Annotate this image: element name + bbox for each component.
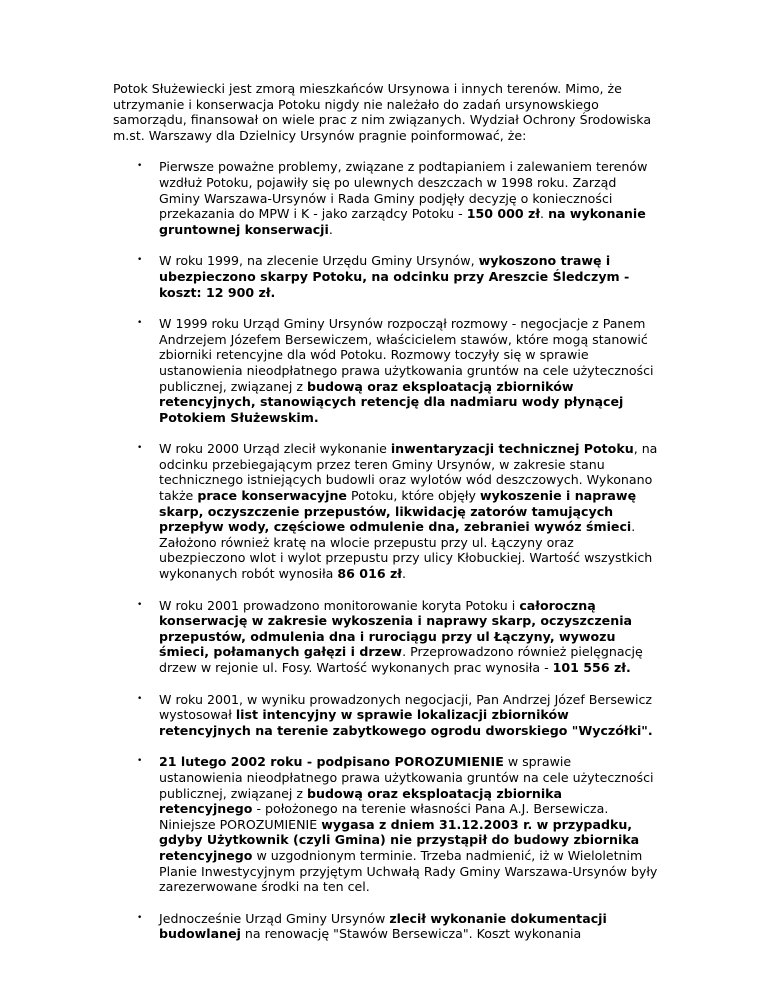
bullet-icon: • <box>137 443 143 454</box>
list-item <box>113 316 658 425</box>
bold-text: na wykonanie gruntownej konserwacji <box>159 206 646 237</box>
text-run: W 1999 roku Urząd Gminy Ursynów rozpoczął rozmowy - negocjacje z Panem Andrzejem Józefem Bersewiczem, właścicielem stawów, które mogą stanowić zbiorniki retencyjne dla wód Potoku. Rozmowy toczyły się w sprawie ustanowienia nieodpłatnego prawa użytkowania gruntów na cele użyteczności publicznej, związanej z <box>159 316 654 394</box>
bold-text: wygasa z dniem 31.12.2003 r. w przypadku, gdyby Użytkownik (czyli Gmina) nie przystąpił do budowy zbiornika retencyjnego <box>159 816 640 863</box>
bold-text: prace konserwacyjne <box>197 488 347 504</box>
bold-text: budową oraz eksploatacją zbiorników retencyjnych, stanowiących retencję dla nadmiaru wody płynącej Potokiem Służewskim. <box>159 378 624 425</box>
text-run: w uzgodnionym terminie. Trzeba nadmienić, iż w Wieloletnim Planie Inwestycyjnym przyjętym Uchwałą Rady Gminy Warszawa-Ursynów były zarezerwowane środki na ten cel. <box>159 847 658 895</box>
bullet-icon: • <box>137 161 143 172</box>
document-body <box>113 81 658 958</box>
text-run: W roku 2001, w wyniku prowadzonych negocjacji, Pan Andrzej Józef Bersewicz wystosował <box>159 691 652 723</box>
text-run: w sprawie ustanowienia nieodpłatnego prawa użytkowania gruntów na cele użyteczności publicznej, związanej z <box>159 754 654 801</box>
list-item <box>113 441 658 581</box>
text-run: W roku 2001 prowadzono monitorowanie koryta Potoku i <box>159 597 520 613</box>
list-item <box>113 598 658 676</box>
text-run: . Założono również kratę na wlocie przepustu przy ul. Łączyny oraz ubezpieczono wlot i wylot przepustu przy ulicy Kłobuckiej. Wartość wszystkich wykonanych robót wynosiła <box>159 519 653 582</box>
text-run: Pierwsze poważne problemy, związane z podtapianiem i zalewaniem terenów wzdłuż Potoku, pojawiły się po ulewnych deszczach w 1998 roku. Zarząd Gminy Warszawa-Ursynów i Rada Gminy podjęły decyzję o konieczności przekazania do MPW i K - jako zarządcy Potoku - <box>159 159 648 222</box>
intro-paragraph: Potok Służewiecki jest zmorą mieszkańców Ursynowa i innych terenów. Mimo, że utrzymanie i konserwacja Potoku nigdy nie należało do zadań ursynowskiego samorządu, finansował on wiele prac z nim związanych. Wydział Ochrony Środowiska m.st. Warszawy dla Dzielnicy Ursynów pragnie poinformować, że: <box>113 81 652 143</box>
bullet-icon: • <box>137 599 143 610</box>
list-item <box>113 692 658 739</box>
bold-text: całoroczną konserwację w zakresie wykoszenia i naprawy skarp, oczyszczenia przepustów, odmulenia dna i rurociągu przy ul Łączyny, wywozu śmieci, połamanych gałęzi i drzew <box>159 597 633 660</box>
list-item <box>113 159 658 237</box>
text-run: , na odcinku przebiegającym przez teren Gminy Ursynów, w zakresie stanu technicznego istniejących budowli oraz wylotów wód deszczowych. Wykonano także <box>159 441 658 504</box>
list-item <box>113 911 658 942</box>
bold-text: 101 556 zł. <box>552 660 631 675</box>
bold-text: wykoszenie i naprawę skarp, oczyszczenie przepustów, likwidację zatorów tamujących przepływ wody, częściowe odmulenie dna, zebraniei wywóz śmieci <box>159 488 637 535</box>
text-run: na renowację "Stawów Bersewicza". Koszt wykonania <box>240 926 582 942</box>
bold-text: budową oraz eksploatacją zbiornika retencyjnego <box>159 785 563 817</box>
bold-text: 86 016 zł <box>337 566 402 582</box>
bullet-icon: • <box>137 255 143 266</box>
text-run: . <box>328 221 333 237</box>
bullet-icon: • <box>137 693 143 704</box>
list-item <box>113 253 658 300</box>
bold-text: 150 000 zł <box>466 206 541 222</box>
list-item <box>113 754 658 894</box>
bullet-icon: • <box>137 912 143 923</box>
bold-text: wykoszono trawę i ubezpieczono skarpy Potoku, na odcinku przy Areszcie Śledczym - koszt: 12 900 zł. <box>159 253 630 300</box>
text-run: W roku 1999, na zlecenie Urzędu Gminy Ursynów, <box>159 253 479 269</box>
text-run: W roku 2000 Urząd zlecił wykonanie <box>159 441 391 457</box>
bold-text: list intencyjny w sprawie lokalizacji zbiorników retencyjnych na terenie zabytkowego ogrodu dworskiego "Wyczółki". <box>159 707 653 738</box>
bold-text: 21 lutego 2002 roku - podpisano POROZUMIENIE <box>159 754 504 770</box>
bullet-icon: • <box>137 318 143 329</box>
bold-text: inwentaryzacji technicznej Potoku <box>390 441 634 457</box>
text-run: . Przeprowadzono również pielęgnację drzew w rejonie ul. Fosy. Wartość wykonanych prac wynosiła - <box>159 644 643 675</box>
text-run: . <box>401 566 406 582</box>
text-run: - położonego na terenie własności Pana A.J. Bersewicza. Niniejsze POROZUMIENIE <box>159 801 609 832</box>
text-run: Jednocześnie Urząd Gminy Ursynów <box>159 910 390 926</box>
bullet-icon: • <box>137 756 143 767</box>
bold-text: zlecił wykonanie dokumentacji budowlanej <box>159 910 607 942</box>
bullet-list <box>113 159 658 942</box>
text-run: . <box>540 206 549 222</box>
text-run: Potoku, które objęły <box>346 488 480 504</box>
